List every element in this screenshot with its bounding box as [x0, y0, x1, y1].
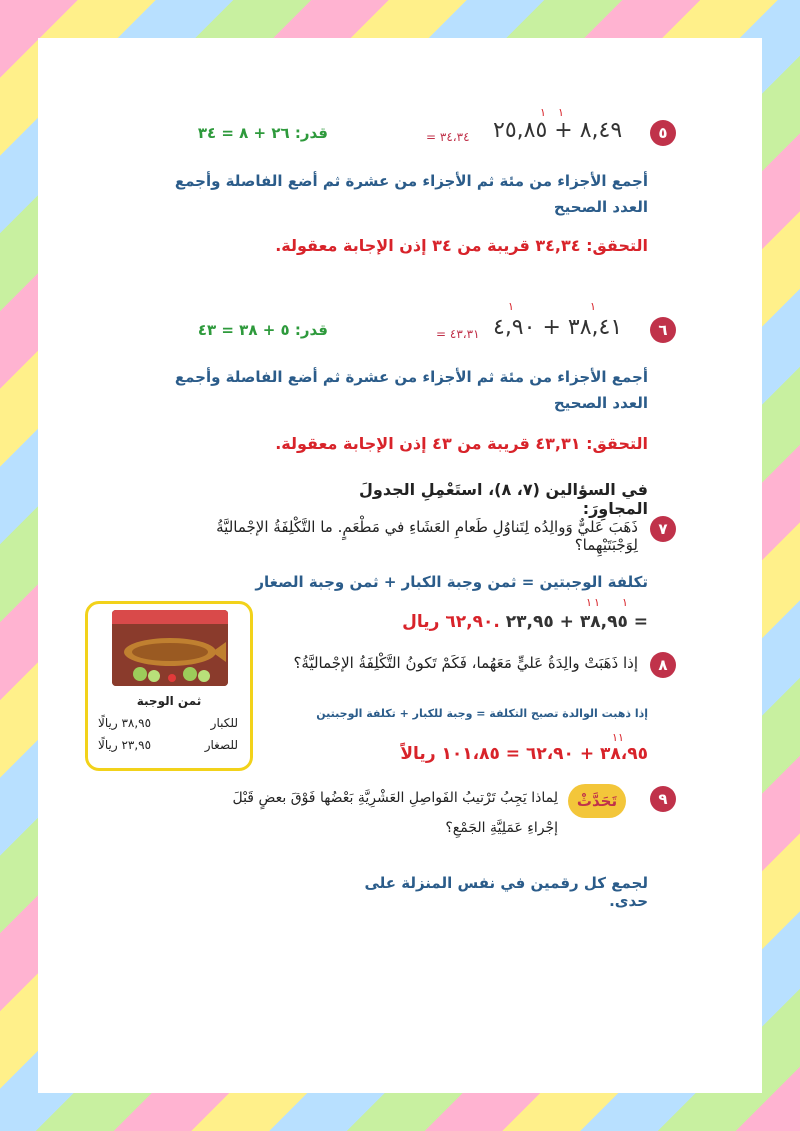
- question-text-line2: إجْراءِ عَمَلِيَّةِ الجَمْعِ؟: [445, 820, 558, 836]
- answer-equation: ٣٨,٩٥ + ٢٣,٩٥ =: [505, 612, 648, 632]
- fish-meal-image: [112, 610, 228, 686]
- explain-text: أجمع الأجزاء من مئة ثم الأجزاء من عشرة ثم أضع الفاصلة وأجمع العدد الصحيح: [174, 172, 648, 216]
- question-text-line1: لِماذا يَجِبُ تَرْتيبُ الفَواصِلِ العَشْرِيَّةِ بَعْضُها فَوْقَ بعضٍ قَبْلَ: [232, 790, 558, 806]
- question-number-7: [650, 516, 676, 542]
- addition-result: = ٤٣،٣١: [436, 327, 480, 341]
- price-row-value: ٢٣,٩٥ ريالًا: [98, 738, 152, 752]
- price-row-value: ٣٨,٩٥ ريالًا: [98, 716, 152, 730]
- carry-mark: ١: [586, 596, 592, 609]
- carry-mark: ١: [594, 596, 600, 609]
- question-number-label: ٦: [658, 321, 668, 339]
- price-table-title: ثمن الوجبة: [136, 694, 202, 708]
- formula-text: تكلفة الوجبتين = ثمن وجبة الكبار + ثمن وجبة الصغار: [255, 573, 648, 591]
- addition-equation: ٣٨,٤١ + ٤,٩٠: [493, 315, 623, 340]
- answer-text: لجمع كل رقمين في نفس المنزلة على حدى.: [364, 874, 648, 910]
- addition-result: = ٣٤،٣٤: [426, 130, 470, 144]
- carry-mark: ١: [622, 596, 628, 609]
- estimate-text: قدر: ٢٦ + ٨ = ٣٤: [197, 124, 328, 142]
- question-text: ذَهَبَ عَليٌّ وَوالِدُه لِتَناوُلِ طَعامِ العَشَاءِ في مَطْعَمٍ. ما التَّكْلِفَةُ الإجْماليَّةُ لِوَجْبَتَيْهِما؟: [216, 518, 638, 554]
- question-number-label: ٥: [658, 124, 668, 142]
- note-text: إذا ذهبت الوالدة تصبح التكلفة = وجبة للكبار + تكلفة الوجبتين: [316, 707, 648, 720]
- carry-mark: ١: [508, 300, 514, 313]
- price-row-kids: [98, 738, 238, 752]
- answer-text: ٣٨،٩٥ + ٦٢،٩٠ = ١٠١،٨٥ ريالاً: [400, 744, 648, 764]
- answer-result: ٦٢,٩٠ ريال.: [402, 612, 500, 632]
- price-row-label: للصغار: [204, 738, 238, 752]
- question-text: إذا ذَهَبَتْ والِدَةُ عَليٍّ مَعَهُما، فَكَمْ تَكونُ التَّكْلِفَةُ الإجْماليَّةُ؟: [293, 654, 638, 672]
- talk-badge: تَحَدَّثْ: [568, 784, 626, 818]
- price-table-box: [85, 601, 253, 771]
- explain-text: أجمع الأجزاء من مئة ثم الأجزاء من عشرة ثم أضع الفاصلة وأجمع العدد الصحيح: [174, 368, 648, 412]
- question-number-8: [650, 652, 676, 678]
- question-number-5: [650, 120, 676, 146]
- question-number-label: ٧: [658, 520, 668, 538]
- price-row-adults: [98, 716, 238, 730]
- price-row-label: للكبار: [210, 716, 238, 730]
- carry-mark: ١: [540, 106, 546, 119]
- check-text: التحقق: ٣٤,٣٤ قريبة من ٣٤ إذن الإجابة معقولة.: [275, 236, 648, 255]
- carry-mark: ١: [558, 106, 564, 119]
- carry-mark: ١: [618, 731, 624, 744]
- instruction-text: في السؤالين (٧، ٨)، استَعْمِلِ الجدولَ المجاوِرَ:: [359, 480, 648, 518]
- carry-mark: ١: [612, 731, 618, 744]
- question-number-9: [650, 786, 676, 812]
- estimate-text: قدر: ٥ + ٣٨ = ٤٣: [197, 321, 328, 339]
- addition-equation: ٨,٤٩ + ٢٥,٨٥: [493, 118, 623, 143]
- question-number-label: ٨: [658, 656, 668, 674]
- question-number-6: [650, 317, 676, 343]
- check-text: التحقق: ٤٣,٣١ قريبة من ٤٣ إذن الإجابة معقولة.: [275, 434, 648, 453]
- worksheet-page: [38, 38, 762, 1093]
- question-number-label: ٩: [658, 790, 668, 808]
- answer-line: [384, 612, 648, 632]
- carry-mark: ١: [590, 300, 596, 313]
